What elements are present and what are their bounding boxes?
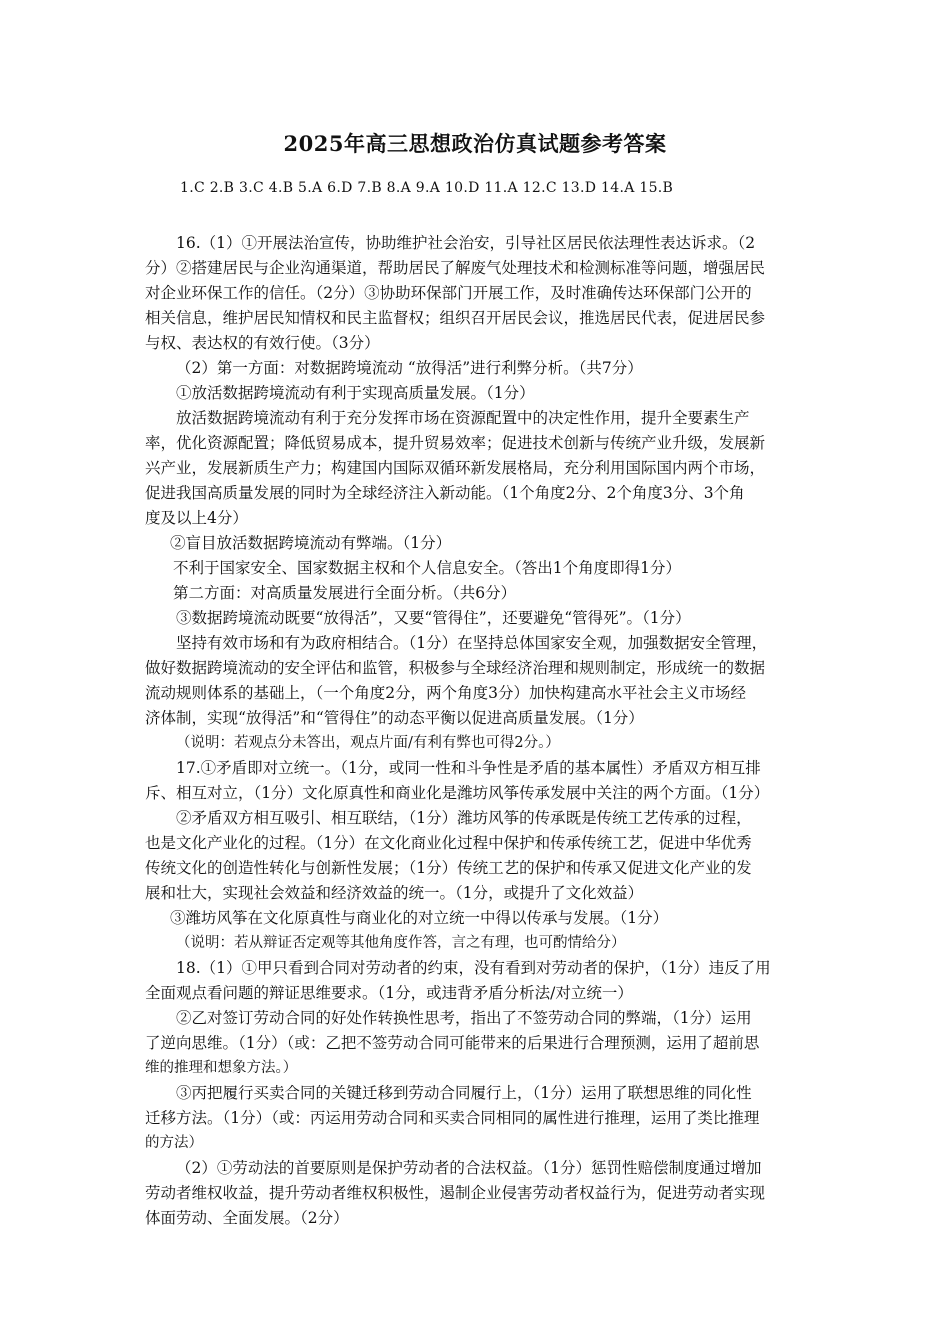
paragraph-line: 对企业环保工作的信任。（2分）③协助环保部门开展工作，及时准确传达环保部门公开的 <box>145 284 752 302</box>
paragraph-line: 坚持有效市场和有为政府相结合。（1分）在坚持总体国家安全观，加强数据安全管理， <box>176 634 768 652</box>
paragraph-line: 不利于国家安全、国家数据主权和个人信息安全。（答出1个角度即得1分） <box>173 559 681 577</box>
paragraph-line: 展和壮大，实现社会效益和经济效益的统一。（1分，或提升了文化效益） <box>145 884 644 902</box>
paragraph-line: （2）第一方面：对数据跨境流动 “放得活”进行利弊分析。（共7分） <box>176 359 643 377</box>
paragraph-line: 与权、表达权的有效行使。（3分） <box>145 334 380 352</box>
paragraph-line: 也是文化产业化的过程。（1分）在文化商业化过程中保护和传承传统工艺，促进中华优秀 <box>145 834 752 852</box>
paragraph-line: 促进我国高质量发展的同时为全球经济注入新动能。（1个角度2分、2个角度3分、3个角 <box>145 484 745 502</box>
paragraph-line: 斥、相互对立，（1分）文化原真性和商业化是潍坊风筝传承发展中关注的两个方面。（1分） <box>145 784 770 802</box>
paragraph-line: 劳动者维权收益，提升劳动者维权积极性，遏制企业侵害劳动者权益行为，促进劳动者实现 <box>145 1184 766 1202</box>
choice-answers: 1.C 2.B 3.C 4.B 5.A 6.D 7.B 8.A 9.A 10.D 11.A 12.C 13.D 14.A 15.B <box>180 180 674 196</box>
paragraph-note: （说明：若观点分未答出，观点片面/有利有弊也可得2分。） <box>176 735 560 751</box>
paragraph-line: 放活数据跨境流动有利于充分发挥市场在资源配置中的决定性作用，提升全要素生产 <box>176 409 750 427</box>
answer-body <box>145 231 810 1231</box>
paragraph-line: 17.①矛盾即对立统一。（1分，或同一性和斗争性是矛盾的基本属性）矛盾双方相互排 <box>176 759 761 777</box>
paragraph-line: （2）①劳动法的首要原则是保护劳动者的合法权益。（1分）惩罚性赔偿制度通过增加 <box>176 1159 762 1177</box>
paragraph-line: 济体制，实现“放得活”和“管得住”的动态平衡以促进高质量发展。（1分） <box>145 709 644 727</box>
paragraph-line: ②盲目放活数据跨境流动有弊端。（1分） <box>170 534 452 552</box>
paragraph-line: ②乙对签订劳动合同的好处作转换性思考，指出了不签劳动合同的弊端，（1分）运用 <box>176 1009 752 1027</box>
paragraph-line: ③潍坊风筝在文化原真性与商业化的对立统一中得以传承与发展。（1分） <box>170 909 669 927</box>
paragraph-line: 16.（1）①开展法治宣传，协助维护社会治安，引导社区居民依法理性表达诉求。（2 <box>176 234 756 252</box>
paragraph-line: 度及以上4分） <box>145 509 248 527</box>
paragraph-line: 流动规则体系的基础上，（一个角度2分，两个角度3分）加快构建高水平社会主义市场经 <box>145 684 746 702</box>
paragraph-line: ②矛盾双方相互吸引、相互联结，（1分）潍坊风筝的传承既是传统工艺传承的过程， <box>176 809 752 827</box>
paragraph-line: 体面劳动、全面发展。（2分） <box>145 1209 349 1227</box>
paragraph-line: 的方法） <box>145 1135 203 1151</box>
paragraph-line: 了逆向思维。（1分）（或：乙把不签劳动合同可能带来的后果进行合理预测，运用了超前思 <box>145 1034 760 1052</box>
paragraph-line: 迁移方法。（1分）（或：丙运用劳动合同和买卖合同相同的属性进行推理，运用了类比推理 <box>145 1109 760 1127</box>
paragraph-line: 分）②搭建居民与企业沟通渠道，帮助居民了解废气处理技术和检测标准等问题，增强居民 <box>145 259 766 277</box>
paragraph-line: 做好数据跨境流动的安全评估和监管，积极参与全球经济治理和规则制定，形成统一的数据 <box>145 659 766 677</box>
paragraph-line: 全面观点看问题的辩证思维要求。（1分，或违背矛盾分析法/对立统一） <box>145 984 633 1002</box>
paragraph-line: 维的推理和想象方法。） <box>145 1060 298 1076</box>
paragraph-line: 18.（1）①甲只看到合同对劳动者的约束，没有看到对劳动者的保护，（1分）违反了用 <box>176 959 771 977</box>
paragraph-line: 传统文化的创造性转化与创新性发展；（1分）传统工艺的保护和传承又促进文化产业的发 <box>145 859 752 877</box>
document-title: 2025年高三思想政治仿真试题参考答案 <box>283 131 667 156</box>
paragraph-line: 第二方面：对高质量发展进行全面分析。（共6分） <box>173 584 517 602</box>
paragraph-line: 兴产业，发展新质生产力；构建国内国际双循环新发展格局，充分利用国际国内两个市场， <box>145 459 766 477</box>
paragraph-line: 率，优化资源配置；降低贸易成本，提升贸易效率；促进技术创新与传统产业升级，发展新 <box>145 434 766 452</box>
paragraph-line: ①放活数据跨境流动有利于实现高质量发展。（1分） <box>176 384 535 402</box>
paragraph-line: ③丙把履行买卖合同的关键迁移到劳动合同履行上，（1分）运用了联想思维的同化性 <box>176 1084 752 1102</box>
paragraph-note: （说明：若从辩证否定观等其他角度作答，言之有理，也可酌情给分） <box>176 935 626 951</box>
paragraph-line: 相关信息，维护居民知情权和民主监督权；组织召开居民会议，推选居民代表，促进居民参 <box>145 309 766 327</box>
paragraph-line: ③数据跨境流动既要“放得活”，又要“管得住”，还要避免“管得死”。（1分） <box>176 609 691 627</box>
